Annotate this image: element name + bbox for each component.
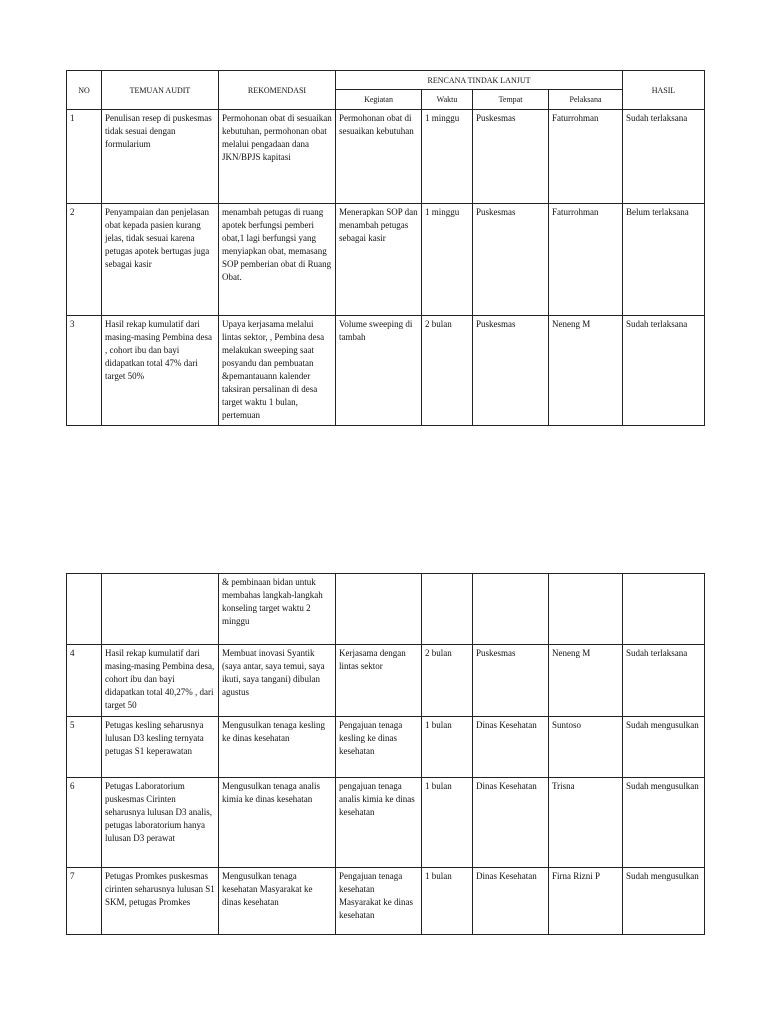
- cell-tempat: [473, 574, 549, 645]
- header-row: [67, 71, 705, 90]
- cell-temuan: [102, 574, 219, 645]
- cell-temuan: Hasil rekap kumulatif dari masing-masing Pembina desa, cohort ibu dan bayi didapatkan total 40,27% , dari target 50: [102, 645, 219, 717]
- cell-temuan: Petugas Promkes puskesmas cirinten seharusnya lulusan S1 SKM, petugas Promkes: [102, 868, 219, 935]
- table-row: [67, 868, 705, 935]
- cell-hasil: Sudah mengusulkan: [623, 868, 705, 935]
- cell-tempat: Puskesmas: [473, 204, 549, 316]
- cell-no: 3: [67, 316, 102, 426]
- cell-temuan: Penyampaian dan penjelasan obat kepada pasien kurang jelas, tidak sesuai karena petugas apotek bertugas juga sebagai kasir: [102, 204, 219, 316]
- cell-kegiatan: Menerapkan SOP dan menambah petugas sebagai kasir: [336, 204, 422, 316]
- table-row: [67, 778, 705, 868]
- cell-no: 2: [67, 204, 102, 316]
- header-rencana-tindak-lanjut: RENCANA TINDAK LANJUT: [336, 71, 623, 90]
- cell-hasil: Sudah terlaksana: [623, 645, 705, 717]
- cell-no: 7: [67, 868, 102, 935]
- cell-waktu: [422, 574, 473, 645]
- cell-pelaksana: Trisna: [549, 778, 623, 868]
- cell-pelaksana: Firna Rizni P: [549, 868, 623, 935]
- cell-temuan: Hasil rekap kumulatif dari masing-masing Pembina desa , cohort ibu dan bayi didapatkan total 47% dari target 50%: [102, 316, 219, 426]
- cell-pelaksana: Faturrohman: [549, 110, 623, 204]
- cell-kegiatan: Volume sweeping di tambah: [336, 316, 422, 426]
- cell-rekomendasi: Mengusulkan tenaga kesling ke dinas kesehatan: [219, 717, 336, 778]
- cell-hasil: Sudah mengusulkan: [623, 717, 705, 778]
- cell-pelaksana: Faturrohman: [549, 204, 623, 316]
- cell-waktu: 1 minggu: [422, 204, 473, 316]
- header-temuan-audit: TEMUAN AUDIT: [102, 71, 219, 110]
- cell-waktu: 2 bulan: [422, 316, 473, 426]
- cell-waktu: 2 bulan: [422, 645, 473, 717]
- cell-no: 1: [67, 110, 102, 204]
- cell-no: 5: [67, 717, 102, 778]
- cell-rekomendasi: Mengusulkan tenaga analis kimia ke dinas kesehatan: [219, 778, 336, 868]
- cell-pelaksana: [549, 574, 623, 645]
- cell-no: [67, 574, 102, 645]
- table-row: [67, 645, 705, 717]
- cell-no: 6: [67, 778, 102, 868]
- cell-rekomendasi: Permohonan obat di sesuaikan kebutuhan, permohonan obat melalui pengadaan dana JKN/BPJS kapitasi: [219, 110, 336, 204]
- cell-pelaksana: Suntoso: [549, 717, 623, 778]
- cell-temuan: Petugas kesling seharusnya lulusan D3 kesling ternyata petugas S1 keperawatan: [102, 717, 219, 778]
- cell-tempat: Puskesmas: [473, 316, 549, 426]
- continuation-row: [67, 574, 705, 645]
- cell-tempat: Dinas Kesehatan: [473, 778, 549, 868]
- cell-waktu: 1 bulan: [422, 778, 473, 868]
- header-waktu: Waktu: [422, 90, 473, 110]
- cell-hasil: [623, 574, 705, 645]
- cell-tempat: Puskesmas: [473, 645, 549, 717]
- cell-waktu: 1 bulan: [422, 868, 473, 935]
- cell-rekomendasi: menambah petugas di ruang apotek berfungsi pemberi obat,1 lagi berfungsi yang menyiapkan obat, memasang SOP pemberian obat di Ruang Obat.: [219, 204, 336, 316]
- cell-rekomendasi: Mengusulkan tenaga kesehatan Masyarakat ke dinas kesehatan: [219, 868, 336, 935]
- header-rekomendasi: REKOMENDASI: [219, 71, 336, 110]
- cell-rekomendasi: Membuat inovasi Syantik (saya antar, saya temui, saya ikuti, saya tangani) dibulan agustus: [219, 645, 336, 717]
- cell-tempat: Puskesmas: [473, 110, 549, 204]
- cell-kegiatan: pengajuan tenaga analis kimia ke dinas kesehatan: [336, 778, 422, 868]
- cell-rekomendasi: Upaya kerjasama melalui lintas sektor, , Pembina desa melakukan sweeping saat posyandu dan pembuatan &pemantauann kalender taksiran persalinan di desa target waktu 1 bulan, pertemuan: [219, 316, 336, 426]
- cell-hasil: Sudah mengusulkan: [623, 778, 705, 868]
- table-row: [67, 316, 705, 426]
- audit-table-page1: [66, 70, 705, 426]
- cell-kegiatan: Kerjasama dengan lintas sektor: [336, 645, 422, 717]
- header-no: NO: [67, 71, 102, 110]
- cell-no: 4: [67, 645, 102, 717]
- table-row: [67, 717, 705, 778]
- header-hasil: HASIL: [623, 71, 705, 110]
- cell-hasil: Sudah terlaksana: [623, 316, 705, 426]
- cell-tempat: Dinas Kesehatan: [473, 868, 549, 935]
- cell-waktu: 1 bulan: [422, 717, 473, 778]
- table-row: [67, 204, 705, 316]
- table-row: [67, 110, 705, 204]
- header-pelaksana: Pelaksana: [549, 90, 623, 110]
- cell-pelaksana: Neneng M: [549, 316, 623, 426]
- cell-hasil: Belum terlaksana: [623, 204, 705, 316]
- cell-temuan: Penulisan resep di puskesmas tidak sesuai dengan formularium: [102, 110, 219, 204]
- cell-waktu: 1 minggu: [422, 110, 473, 204]
- cell-pelaksana: Neneng M: [549, 645, 623, 717]
- cell-kegiatan: Pengajuan tenaga kesehatan Masyarakat ke dinas kesehatan: [336, 868, 422, 935]
- audit-table-page2: [66, 573, 705, 935]
- cell-hasil: Sudah terlaksana: [623, 110, 705, 204]
- cell-tempat: Dinas Kesehatan: [473, 717, 549, 778]
- cell-temuan: Petugas Laboratorium puskesmas Cirinten seharusnya lulusan D3 analis, petugas laboratorium hanya lulusan D3 perawat: [102, 778, 219, 868]
- cell-kegiatan: [336, 574, 422, 645]
- cell-kegiatan: Permohonan obat di sesuaikan kebutuhan: [336, 110, 422, 204]
- cell-kegiatan: Pengajuan tenaga kesling ke dinas kesehatan: [336, 717, 422, 778]
- header-kegiatan: Kegiatan: [336, 90, 422, 110]
- header-tempat: Tempat: [473, 90, 549, 110]
- cell-rekomendasi: & pembinaan bidan untuk membahas langkah-langkah konseling target waktu 2 minggu: [219, 574, 336, 645]
